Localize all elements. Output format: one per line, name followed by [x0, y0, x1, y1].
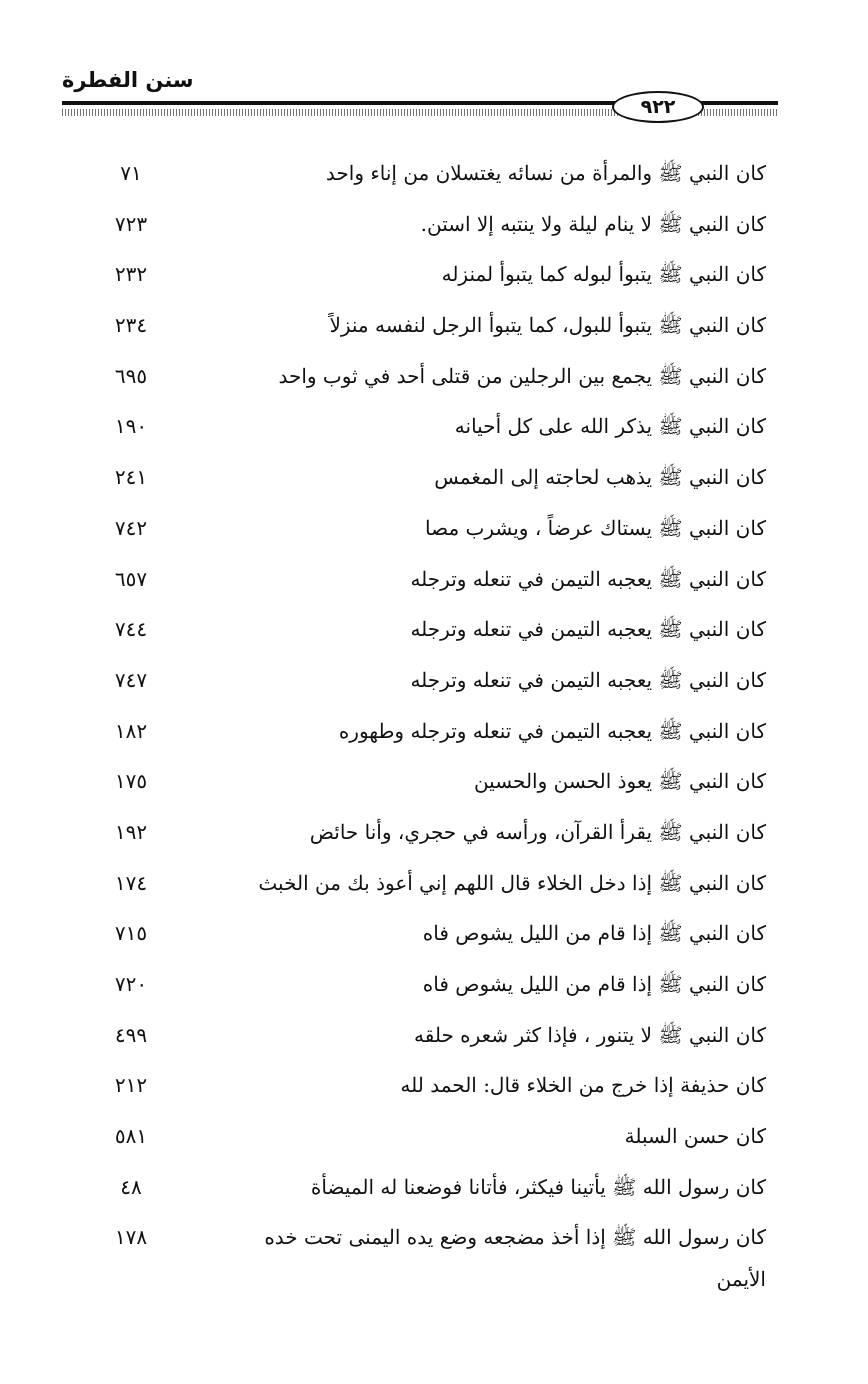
entry-page-number: ١٧٨ — [114, 1225, 148, 1250]
index-entry — [0, 554, 868, 605]
entry-page-number: ١٩٠ — [114, 414, 148, 439]
page-number: ٩٢٢ — [612, 91, 704, 123]
entry-text: كان حسن السبلة — [624, 1124, 766, 1149]
index-list — [0, 148, 868, 1263]
index-entry — [0, 452, 868, 503]
index-entry — [0, 1111, 868, 1162]
entry-text: كان رسول الله ﷺ إذا أخذ مضجعه وضع يده اليمنى تحت خده — [264, 1225, 766, 1250]
entry-page-number: ٧١ — [120, 161, 142, 185]
index-entry — [0, 148, 868, 199]
entry-text: كان النبي ﷺ يتبوأ لبوله كما يتبوأ لمنزله — [441, 262, 766, 287]
entry-page-number: ١٧٥ — [114, 769, 148, 794]
index-entry — [0, 756, 868, 807]
entry-page-number: ١٩٢ — [114, 819, 148, 844]
entry-text: كان النبي ﷺ يذهب لحاجته إلى المغمس — [434, 465, 766, 490]
entry-text: كان النبي ﷺ إذا قام من الليل يشوص فاه — [422, 921, 766, 946]
index-entry — [0, 959, 868, 1010]
entry-text: كان النبي ﷺ يعجبه التيمن في تنعله وترجله — [410, 667, 766, 692]
index-entry — [0, 1212, 868, 1263]
entry-text: كان حذيفة إذا خرج من الخلاء قال: الحمد لله — [400, 1073, 766, 1098]
entry-text: كان النبي ﷺ يعجبه التيمن في تنعله وترجله — [410, 617, 766, 642]
index-entry — [0, 1060, 868, 1111]
entry-continuation-text: الأيمن — [716, 1267, 766, 1291]
index-entry — [0, 249, 868, 300]
entry-text: كان النبي ﷺ والمرأة من نسائه يغتسلان من إناء واحد — [325, 161, 766, 185]
index-entry — [0, 858, 868, 909]
entry-text: كان النبي ﷺ يعجبه التيمن في تنعله وترجله — [410, 566, 766, 591]
entry-page-number: ٢١٢ — [114, 1073, 148, 1098]
index-entry — [0, 1162, 868, 1213]
entry-text: كان النبي ﷺ يعجبه التيمن في تنعله وترجله وطهوره — [338, 718, 766, 743]
index-entry — [0, 604, 868, 655]
index-entry — [0, 300, 868, 351]
entry-text: كان النبي ﷺ يقرأ القرآن، ورأسه في حجري، وأنا حائض — [309, 819, 766, 844]
index-entry — [0, 351, 868, 402]
entry-text: كان النبي ﷺ يذكر الله على كل أحيانه — [454, 414, 766, 439]
entry-page-number: ٧٤٤ — [114, 617, 148, 642]
entry-page-number: ٧١٥ — [114, 921, 148, 946]
entry-text: كان النبي ﷺ يجمع بين الرجلين من قتلى أحد في ثوب واحد — [278, 363, 766, 388]
entry-text: كان رسول الله ﷺ يأتينا فيكثر، فأتانا فوضعنا له الميضأة — [310, 1174, 766, 1199]
entry-page-number: ٤٩٩ — [114, 1022, 148, 1047]
entry-page-number: ٧٢٠ — [114, 972, 148, 996]
entry-page-number: ٢٣٤ — [114, 313, 148, 338]
entry-text: كان النبي ﷺ يعوذ الحسن والحسين — [473, 769, 766, 794]
entry-page-number: ٥٨١ — [114, 1124, 148, 1149]
index-entry — [0, 1010, 868, 1061]
entry-text: كان النبي ﷺ يستاك عرضاً ، ويشرب مصا — [425, 515, 766, 540]
entry-page-number: ٢٤١ — [114, 465, 148, 490]
index-entry — [0, 655, 868, 706]
index-entry — [0, 807, 868, 858]
entry-text: كان النبي ﷺ إذا قام من الليل يشوص فاه — [422, 972, 766, 996]
entry-page-number: ١٨٢ — [114, 718, 148, 743]
entry-page-number: ٢٣٢ — [114, 262, 148, 287]
index-entry — [0, 706, 868, 757]
index-entry — [0, 199, 868, 250]
entry-text: كان النبي ﷺ لا يتنور ، فإذا كثر شعره حلقه — [413, 1022, 766, 1047]
page-title: سنن الفطرة — [62, 68, 194, 92]
entry-page-number: ٤٨ — [120, 1174, 142, 1199]
entry-page-number: ٦٥٧ — [114, 566, 148, 591]
index-entry — [0, 908, 868, 959]
entry-page-number: ٦٩٥ — [114, 363, 148, 388]
entry-page-number: ٧٤٧ — [114, 667, 148, 692]
index-entry — [0, 401, 868, 452]
entry-page-number: ٧٤٢ — [114, 515, 148, 540]
entry-page-number: ٧٢٣ — [114, 211, 148, 236]
entry-text: كان النبي ﷺ إذا دخل الخلاء قال اللهم إني أعوذ بك من الخبث — [258, 870, 766, 895]
entry-page-number: ١٧٤ — [114, 870, 148, 895]
entry-text: كان النبي ﷺ يتبوأ للبول، كما يتبوأ الرجل لنفسه منزلاً — [329, 313, 766, 338]
entry-text: كان النبي ﷺ لا ينام ليلة ولا ينتبه إلا استن. — [420, 211, 766, 236]
index-entry — [0, 503, 868, 554]
